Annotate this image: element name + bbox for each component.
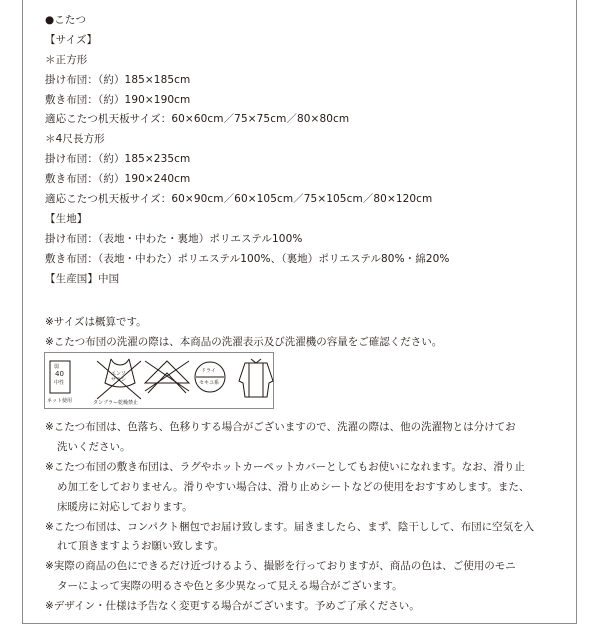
- square-type-label: ＊正方形: [45, 53, 88, 66]
- note-mattress-usage: [45, 458, 565, 518]
- care-bleach-label: エンソ サラシ: [111, 371, 127, 383]
- note-line-cont: れて頂きますようお願い致します。: [57, 540, 225, 553]
- note-color-accuracy: [45, 557, 565, 597]
- note-line: ※こたつ布団は、コンパクト梱包でお届け致します。届きましたら、まず、陰干しして、布団に空気を入: [45, 520, 535, 533]
- note-line: ※こたつ布団は、色落ち、色移りする場合がございますので、洗濯の際は、他の洗濯物とは分けてお: [45, 421, 516, 433]
- note-line: ※デザイン・仕様は予告なく変更する場合がございます。予めご了承ください。: [45, 600, 420, 613]
- square-table-size: 適応こたつ机天板サイズ：60×60cm／75×75cm／80×80cm: [45, 113, 350, 126]
- care-wash-top: 弱: [54, 364, 60, 370]
- note-size-approx: ※サイズは概算です。: [45, 316, 147, 328]
- mattress-material: 敷き布団：（表地・中わた）ポリエステル100%、（裏地）ポリエステル80%・綿20%: [45, 252, 450, 265]
- care-wash-mode: 中性: [54, 380, 65, 386]
- rectangle-mattress-size: 敷き布団：（約）190×240cm: [45, 173, 191, 186]
- comforter-material: 掛け布団：（表地・中わた・裏地）ポリエステル100%: [45, 232, 303, 245]
- care-dry-bottom: セキユ系: [199, 380, 220, 386]
- square-comforter-size: 掛け布団：（約）185×185cm: [45, 73, 191, 86]
- country-of-origin: 【生産国】中国: [45, 272, 120, 285]
- material-heading: 【生地】: [45, 212, 88, 225]
- care-wash-temp: 40: [55, 370, 64, 378]
- care-symbols: [45, 353, 275, 410]
- rectangle-type-label: ＊4尺長方形: [45, 133, 105, 146]
- note-line: ※実際の商品の色にできるだけ近づけるよう、撮影を行っておりますが、商品の色は、ご使用のモニ: [45, 560, 516, 573]
- care-dry-top: ドライ: [201, 368, 216, 374]
- care-tumble-label: タンブラー乾燥禁止: [93, 400, 139, 406]
- care-net-label: ネット使用: [47, 398, 73, 404]
- size-heading: 【サイズ】: [45, 33, 98, 46]
- product-heading: ●こたつ: [45, 14, 87, 26]
- note-line-cont: ターによって実際の明るさや色と多少異なって見える場合がございます。: [57, 580, 403, 593]
- spec-section: [45, 11, 565, 289]
- rectangle-comforter-size: 掛け布団：（約）185×235cm: [45, 153, 191, 166]
- note-packaging: [45, 518, 565, 558]
- note-washing-check: ※こたつ布団の洗濯の際は、本商品の洗濯表示及び洗濯機の容量をご確認ください。: [45, 335, 443, 348]
- rectangle-table-size: 適応こたつ机天板サイズ：60×90cm／60×105cm／75×105cm／80×120cm: [45, 193, 433, 206]
- bleach-prohibited-icon: [145, 361, 189, 391]
- note-line-cont: 床暖房に対応しております。: [57, 500, 193, 513]
- care-labels-box: [44, 352, 274, 409]
- note-design-change: [45, 597, 565, 617]
- note-line-cont: め加工をしておりません。滑りやすい場合は、滑り止めシートなどの使用をおすすめします。また、: [57, 480, 530, 493]
- note-line: ※こたつ布団の敷き布団は、ラグやホットカーペットカバーとしてもお使いになれます。なお、滑り止: [45, 460, 525, 473]
- square-mattress-size: 敷き布団：（約）190×190cm: [45, 93, 191, 106]
- note-color-transfer: [45, 418, 565, 458]
- note-line-cont: 洗いください。: [57, 440, 131, 453]
- dry-clean-icon: [195, 362, 225, 392]
- notes-bottom: [45, 418, 565, 617]
- notes-top: [45, 313, 565, 353]
- hanging-dry-icon: [239, 359, 273, 397]
